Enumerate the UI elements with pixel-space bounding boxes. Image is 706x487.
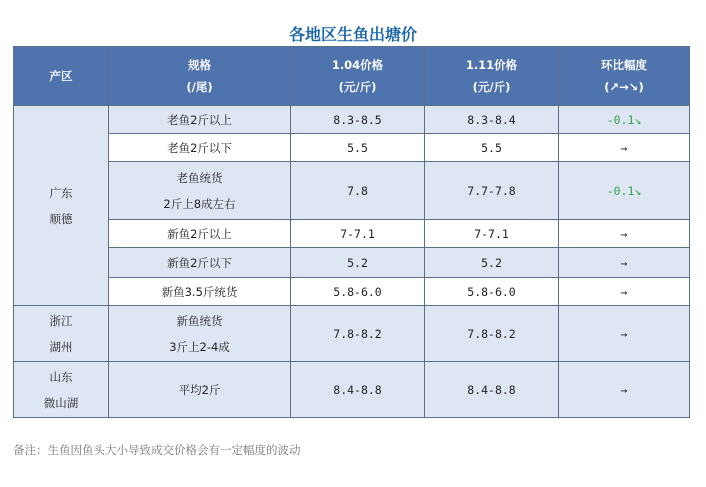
- header-price-b-line1: 1.11价格: [465, 58, 518, 72]
- change-cell: →: [559, 306, 690, 362]
- table-row: [14, 306, 690, 362]
- price-a-cell: 5.8-6.0: [291, 278, 425, 306]
- price-a-cell: 7.8-8.2: [291, 306, 425, 362]
- spec-cell: 平均2斤: [109, 362, 291, 418]
- price-b-cell: 5.2: [425, 248, 559, 278]
- header-spec-line1: 规格: [188, 58, 211, 72]
- price-a-cell: 5.2: [291, 248, 425, 278]
- spec-cell: 新鱼2斤以下: [109, 248, 291, 278]
- price-a-cell: 8.4-8.8: [291, 362, 425, 418]
- header-change-line2: (↗→↘): [604, 80, 644, 94]
- price-a-cell: 7-7.1: [291, 220, 425, 248]
- price-b-cell: 5.8-6.0: [425, 278, 559, 306]
- spec-cell: 新鱼2斤以上: [109, 220, 291, 248]
- region-cell-zhejiang: [14, 306, 109, 362]
- header-spec-line2: (/尾): [186, 80, 213, 94]
- spec-line1: 新鱼统货: [176, 313, 223, 328]
- header-spec: [109, 47, 291, 106]
- region-line2: 顺德: [49, 211, 73, 226]
- change-cell: →: [559, 220, 690, 248]
- region-line2: 微山湖: [43, 395, 79, 410]
- change-cell: -0.1↘: [559, 106, 690, 134]
- header-region: 产区: [14, 47, 109, 106]
- price-a-cell: 8.3-8.5: [291, 106, 425, 134]
- spec-cell: [109, 306, 291, 362]
- change-cell: -0.1↘: [559, 162, 690, 220]
- header-price-b-line2: (元/斤): [472, 80, 511, 94]
- page-title: 各地区生鱼出塘价: [288, 25, 417, 44]
- header-price-a-line2: (元/斤): [338, 80, 377, 94]
- change-cell: →: [559, 278, 690, 306]
- table-row: [14, 278, 690, 306]
- region-line1: 山东: [49, 369, 73, 384]
- price-b-cell: 7.8-8.2: [425, 306, 559, 362]
- table-row: [14, 362, 690, 418]
- price-b-cell: 8.3-8.4: [425, 106, 559, 134]
- price-b-cell: 8.4-8.8: [425, 362, 559, 418]
- price-table: [13, 46, 690, 418]
- price-b-cell: 7.7-7.8: [425, 162, 559, 220]
- table-row: [14, 106, 690, 134]
- region-line2: 湖州: [49, 339, 73, 354]
- footnote: 备注：生鱼因鱼头大小导致成交价格会有一定幅度的波动: [13, 443, 301, 457]
- spec-cell: 新鱼3.5斤统货: [109, 278, 291, 306]
- table-row: [14, 248, 690, 278]
- change-cell: →: [559, 248, 690, 278]
- spec-cell: 老鱼2斤以下: [109, 134, 291, 162]
- table-row: [14, 162, 690, 220]
- header-price-a: [291, 47, 425, 106]
- region-line1: 浙江: [49, 313, 73, 328]
- table-row: [14, 220, 690, 248]
- header-price-b: [425, 47, 559, 106]
- table-header-row: [14, 47, 690, 106]
- spec-line2: 3斤上2-4成: [169, 339, 230, 354]
- price-b-cell: 5.5: [425, 134, 559, 162]
- spec-cell: [109, 162, 291, 220]
- spec-line2: 2斤上8成左右: [163, 196, 236, 211]
- table-row: [14, 134, 690, 162]
- spec-cell: 老鱼2斤以上: [109, 106, 291, 134]
- price-b-cell: 7-7.1: [425, 220, 559, 248]
- change-cell: →: [559, 134, 690, 162]
- spec-line1: 老鱼统货: [176, 170, 223, 185]
- region-cell-guangdong: [14, 106, 109, 306]
- change-cell: →: [559, 362, 690, 418]
- header-change: [559, 47, 690, 106]
- region-line1: 广东: [49, 185, 73, 200]
- header-price-a-line1: 1.04价格: [331, 58, 384, 72]
- price-a-cell: 7.8: [291, 162, 425, 220]
- region-cell-shandong: [14, 362, 109, 418]
- header-change-line1: 环比幅度: [601, 58, 647, 72]
- price-a-cell: 5.5: [291, 134, 425, 162]
